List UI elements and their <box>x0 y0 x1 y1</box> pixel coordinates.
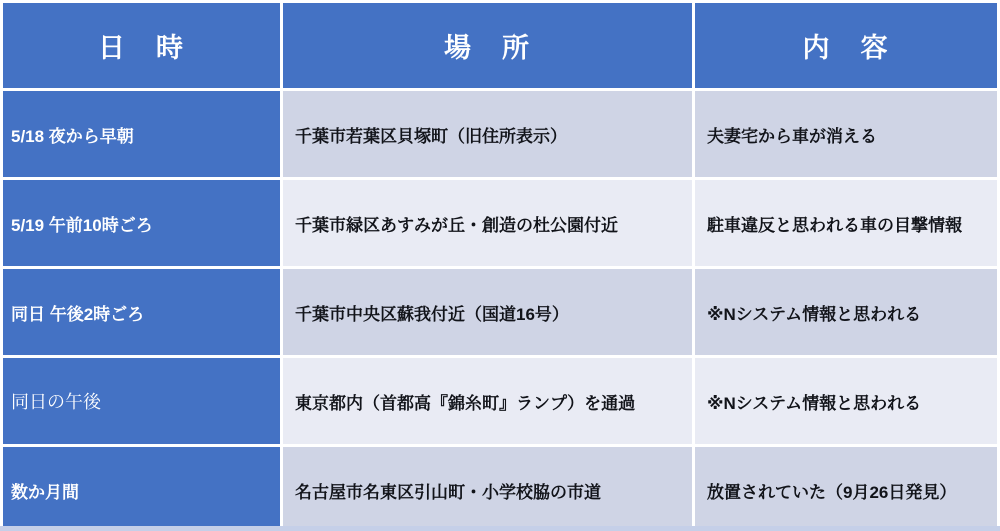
table-row <box>3 447 997 531</box>
cell-place: 千葉市緑区あすみが丘・創造の杜公園付近 <box>283 180 692 266</box>
cell-datetime: 同日の午後 <box>3 358 280 444</box>
cell-place: 千葉市若葉区貝塚町（旧住所表示） <box>283 91 692 177</box>
table-row <box>3 358 997 444</box>
cell-place: 名古屋市名東区引山町・小学校脇の市道 <box>283 447 692 531</box>
table-row <box>3 269 997 355</box>
cell-datetime: 数か月間 <box>3 447 280 531</box>
cell-content: ※Nシステム情報と思われる <box>695 269 997 355</box>
cell-content: ※Nシステム情報と思われる <box>695 358 997 444</box>
cell-datetime: 5/19 午前10時ごろ <box>3 180 280 266</box>
table-row <box>3 91 997 177</box>
cell-datetime: 同日 午後2時ごろ <box>3 269 280 355</box>
table-header-row <box>3 3 997 88</box>
header-place: 場 所 <box>283 3 692 88</box>
cell-content: 放置されていた（9月26日発見） <box>695 447 997 531</box>
header-datetime: 日 時 <box>3 3 280 88</box>
cell-content: 夫妻宅から車が消える <box>695 91 997 177</box>
cell-datetime: 5/18 夜から早朝 <box>3 91 280 177</box>
cell-place: 東京都内（首都高『錦糸町』ランプ）を通過 <box>283 358 692 444</box>
cell-content: 駐車違反と思われる車の目撃情報 <box>695 180 997 266</box>
header-content: 内 容 <box>695 3 997 88</box>
bottom-edge-strip <box>0 526 1000 531</box>
table-row <box>3 180 997 266</box>
cell-place: 千葉市中央区蘇我付近（国道16号） <box>283 269 692 355</box>
